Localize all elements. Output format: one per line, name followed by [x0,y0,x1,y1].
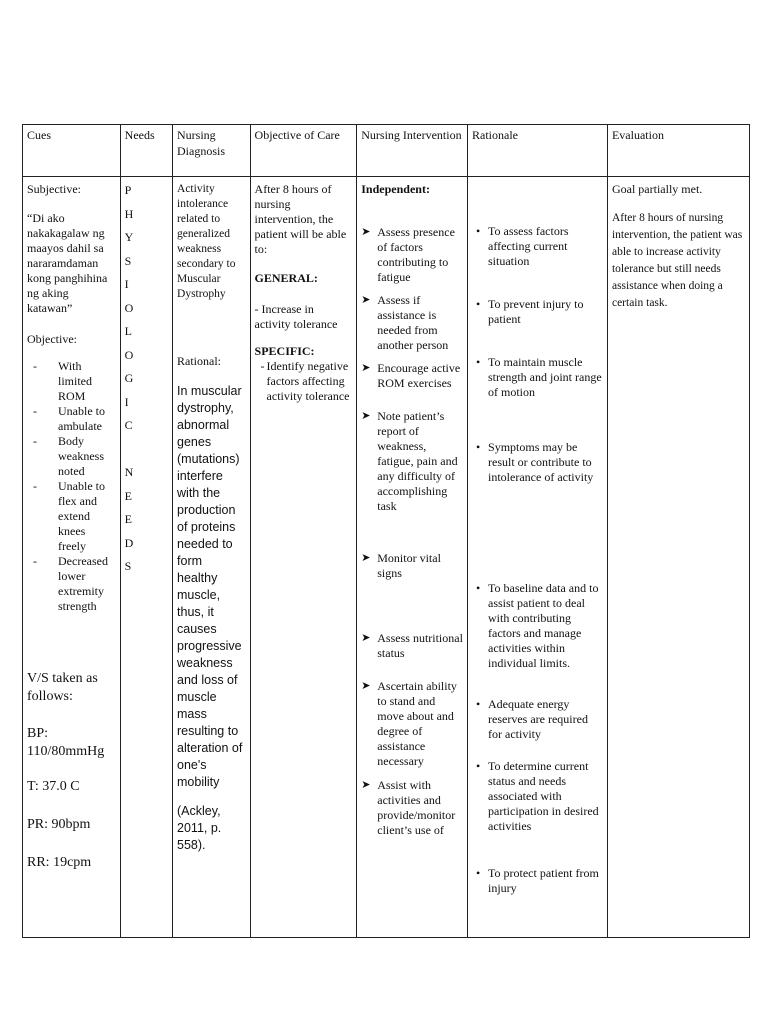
intervention-item: ➤ Assess nutritional status [361,631,463,661]
rationale-item: • To baseline data and to assist patient to deal with contributing factors and manage activities within individual limits. [476,581,603,671]
header-objective-of-care: Objective of Care [250,125,357,177]
intervention-cell [357,177,468,938]
vs-pr: PR: 90bpm [27,817,91,832]
needs-letter: I [124,394,129,409]
needs-letter: D [124,535,134,550]
general-text: - Increase in activity tolerance [254,302,338,331]
rationale-item: • Symptoms may be result or contribute to intolerance of activity [476,440,603,485]
needs-letter: O [124,300,134,315]
subjective-quote: “Di ako nakakagalaw ng maayos dahil sa nararamdaman kong panghihina ng aking katawan” [27,211,108,315]
needs-letter: Y [124,230,134,244]
needs-letter: O [124,347,134,362]
diagnosis-text: Activity intolerance related to generalized weakness secondary to Muscular Dystrophy [177,183,236,300]
needs-letter: S [124,253,132,268]
needs-letter: I [124,277,129,291]
needs-letter: C [124,418,133,432]
vs-label: V/S taken as follows: [27,671,98,704]
vital-signs [27,670,116,872]
content-row [23,177,750,938]
intervention-item: ➤ Encourage active ROM exercises [361,361,463,391]
needs-letter: E [124,488,132,503]
evaluation-status: Goal partially met. [611,182,703,196]
needs-letters [125,183,168,583]
objective-item: - Unable to ambulate [27,404,116,434]
rational-citation: (Ackley, 2011, p. 558). [177,804,222,852]
specific-item: - Identify negative factors affecting activity tolerance [255,359,353,404]
objective-intro: After 8 hours of nursing intervention, the patient will be able to: [254,182,347,256]
header-cues: Cues [23,125,121,177]
rationale-item: • To assess factors affecting current situation [476,224,603,269]
nursing-care-plan-table [22,124,750,938]
vs-bp: BP: 110/80mmHg [27,726,105,759]
independent-label: Independent: [361,182,430,196]
intervention-item: ➤ Assess presence of factors contributing to fatigue [361,225,463,285]
evaluation-text: After 8 hours of nursing intervention, the patient was able to increase activity tolerance but still needs assistance when doing a certain task. [611,212,743,309]
header-evaluation: Evaluation [607,125,749,177]
needs-letter: H [124,206,134,221]
objective-item: - Unable to flex and extend knees freely [27,479,116,554]
vs-rr: RR: 19cpm [27,855,92,870]
header-needs: Needs [120,125,172,177]
rational-text: In muscular dystrophy, abnormal genes (mutations) interfere with the production of proteins needed to form healthy muscle, thus, it causes progressive weakness and loss of muscle mass resulting to alteration of one's mobility [177,384,243,789]
needs-cell [120,177,172,938]
header-nursing-intervention: Nursing Intervention [357,125,468,177]
needs-letter: L [124,324,132,338]
specific-label: SPECIFIC: [254,344,315,358]
objective-item: - With limited ROM [27,359,116,404]
intervention-item: ➤ Assist with activities and provide/monitor client’s use of [361,778,463,838]
needs-letter [125,442,168,466]
cues-cell [23,177,121,938]
evaluation-cell [607,177,749,938]
objective-cell [250,177,357,938]
needs-letter: G [124,371,134,385]
vs-temp: T: 37.0 C [27,779,80,794]
objective-item: - Decreased lower extremity strength [27,554,116,614]
needs-letter: E [124,512,132,526]
objective-list [27,359,116,614]
diagnosis-cell [173,177,251,938]
subjective-label: Subjective: [27,182,81,196]
header-row [23,125,750,177]
intervention-item: ➤ Ascertain ability to stand and move about and degree of assistance necessary [361,679,463,769]
rationale-item: • To protect patient from injury [476,866,603,896]
intervention-item: ➤ Assess if assistance is needed from another person [361,293,463,353]
rational-label: Rational: [177,354,222,368]
header-rationale: Rationale [468,125,608,177]
intervention-item: ➤ Note patient’s report of weakness, fatigue, pain and any difficulty of accomplishing task [361,409,463,514]
needs-letter: P [124,183,132,197]
rationale-item: • To maintain muscle strength and joint range of motion [476,355,603,400]
needs-letter: N [124,465,134,479]
header-nursing-diagnosis: Nursing Diagnosis [173,125,251,177]
rationale-item: • To determine current status and needs associated with participation in desired activities [476,759,603,834]
rationale-cell [468,177,608,938]
intervention-item: ➤ Monitor vital signs [361,551,463,581]
specific-list [255,359,353,404]
rationale-item: • Adequate energy reserves are required for activity [476,697,603,742]
needs-letter: S [124,559,132,573]
general-label: GENERAL: [254,271,318,285]
objective-item: - Body weakness noted [27,434,116,479]
rationale-item: • To prevent injury to patient [476,297,603,327]
objective-label: Objective: [27,332,77,346]
